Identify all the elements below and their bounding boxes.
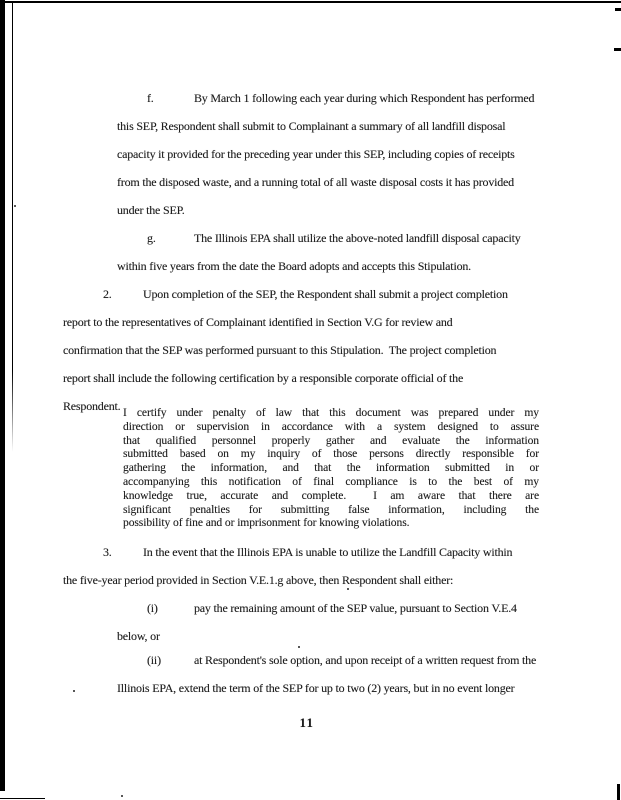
text-line: (i) pay the remaining amount of the SEP value, pursuant to Section V.E.4 (117, 594, 557, 622)
text-line: g. The Illinois EPA shall utilize the above-noted landfill disposal capacity (117, 224, 557, 252)
text-line: f. By March 1 following each year during which Respondent has performed (117, 84, 557, 112)
scan-bottom-right-mark (617, 784, 620, 800)
paragraph-label: f. (147, 91, 154, 105)
paragraph-label: 3. (103, 545, 112, 559)
text-line: the five-year period provided in Section V.E.1.g above, then Respondent shall either: (63, 573, 454, 587)
text-line: report to the representatives of Complainant identified in Section V.G for review and (63, 315, 453, 329)
text-line: (ii) at Respondent's sole option, and upon receipt of a written request from the (117, 646, 557, 674)
text-line: knowledge true, accurate and complete. I am aware that there are (123, 488, 539, 502)
certification-block (123, 406, 539, 530)
paragraph-roman-i (117, 594, 557, 650)
paragraph-roman-ii (117, 646, 557, 702)
text-line: direction or supervision in accordance with a system designed to assure (123, 419, 539, 433)
text-line: confirmation that the SEP was performed pursuant to this Stipulation. The project completion (63, 343, 497, 357)
paragraph-2 (63, 280, 551, 420)
text-line: submitted based on my inquiry of those persons directly responsible for (123, 447, 539, 461)
text-line: gathering the information, and that the information submitted in or (123, 461, 539, 475)
text-line: Illinois EPA, extend the term of the SEP for up to two (2) years, but in no event longer (117, 681, 515, 695)
paragraph-f (117, 84, 557, 224)
page-number: 11 (299, 716, 315, 730)
text-line: capacity it provided for the preceding year under this SEP, including copies of receipts (117, 147, 515, 161)
paragraph-label: 2. (103, 287, 112, 301)
paragraph-label: (i) (147, 601, 158, 615)
scan-left-edge-line (12, 2, 13, 452)
text-line: report shall include the following certification by a responsible corporate official of the (63, 371, 464, 385)
text-line: significant penalties for submitting false information, including the (123, 502, 539, 516)
text-line: 2. Upon completion of the SEP, the Respondent shall submit a project completion (63, 280, 551, 308)
scan-speck (73, 690, 75, 692)
paragraph-label: (ii) (147, 653, 161, 667)
paragraph-3 (63, 538, 551, 594)
scan-speck (121, 795, 123, 797)
text-line: 3. In the event that the Illinois EPA is unable to utilize the Landfill Capacity within (63, 538, 551, 566)
text-line: I certify under penalty of law that this document was prepared under my (123, 406, 539, 419)
scan-bottom-left-line (0, 798, 45, 799)
text-line: below, or (117, 629, 160, 643)
text-line: possibility of fine and or imprisonment for knowing violations. (123, 516, 410, 530)
text-line: that qualified personnel properly gather and evaluate the information (123, 433, 539, 447)
text-line: within five years from the date the Board adopts and accepts this Stipulation. (117, 259, 471, 273)
scan-right-edge-mark (615, 8, 621, 11)
scan-right-edge-mark (614, 48, 621, 51)
text-line: from the disposed waste, and a running total of all waste disposal costs it has provided (117, 175, 514, 189)
paragraph-label: g. (147, 231, 156, 245)
paragraph-g (117, 224, 557, 280)
text-line: accompanying this notification of final compliance is to the best of my (123, 474, 539, 488)
text-line: under the SEP. (117, 203, 185, 217)
text-line: Respondent. (63, 399, 121, 413)
text-line: this SEP, Respondent shall submit to Complainant a summary of all landfill disposal (117, 119, 506, 133)
scan-left-edge-bar (0, 0, 5, 791)
scan-speck (14, 205, 16, 207)
scan-top-edge-line (0, 1, 621, 3)
